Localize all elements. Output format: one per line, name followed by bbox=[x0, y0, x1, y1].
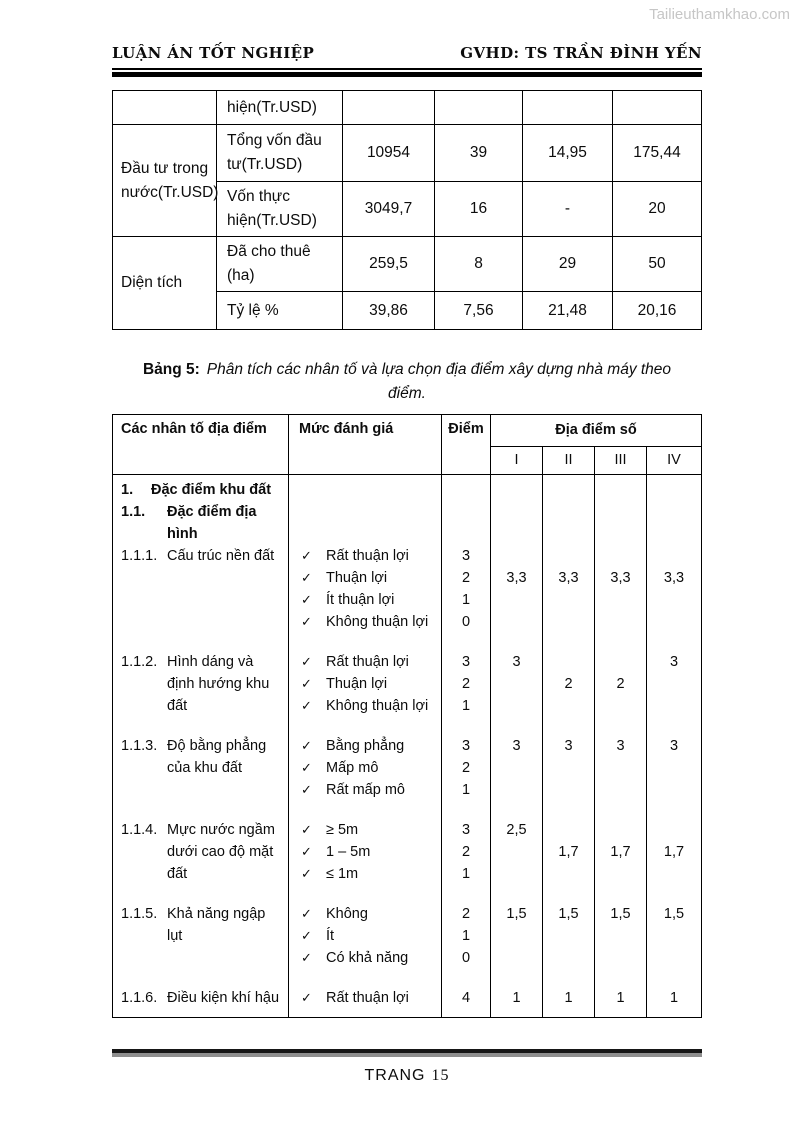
check-icon: ✓ bbox=[301, 782, 312, 797]
check-icon: ✓ bbox=[301, 928, 312, 943]
header-title: LUẬN ÁN TỐT NGHIỆP bbox=[112, 44, 315, 62]
value-cell: 21,48 bbox=[523, 292, 613, 330]
check-icon: ✓ bbox=[301, 866, 312, 881]
value-cell: - bbox=[523, 182, 613, 237]
value-cell: 39,86 bbox=[343, 292, 435, 330]
value-cell: 14,95 bbox=[523, 125, 613, 182]
check-icon: ✓ bbox=[301, 738, 312, 753]
factor-row-1-1-3: 1.1.3. Độ bằng phẳng của khu đất ✓ Bằng phẳng ✓ Mấp mô ✓ Rất mấp mô 3 2 1 3 3 3 3 bbox=[113, 717, 701, 801]
factor-row-1-1-2: 1.1.2. Hình dáng và định hướng khu đất ✓ Rất thuận lợi ✓ Thuận lợi ✓ Không thuận lợi 3 2 1 3 2 2 3 bbox=[113, 633, 701, 717]
section-heading-row: 1. Đặc điểm khu đất bbox=[113, 475, 701, 501]
check-icon: ✓ bbox=[301, 950, 312, 965]
page-number: TRANG 15 bbox=[364, 1067, 450, 1084]
check-icon: ✓ bbox=[301, 990, 312, 1005]
factor-row-1-1-4: 1.1.4. Mực nước ngầm dưới cao độ mặt đất ✓ ≥ 5m ✓ 1 – 5m ✓ ≤ 1m 3 2 1 2,5 1,7 1,7 1,7 bbox=[113, 801, 701, 885]
value-cell: 39 bbox=[435, 125, 523, 182]
value-cell: 175,44 bbox=[613, 125, 702, 182]
col-header-sites: Địa điểm số bbox=[491, 415, 701, 447]
table-row bbox=[113, 237, 702, 292]
desc-cell: Đã cho thuê (ha) bbox=[217, 237, 343, 292]
check-icon: ✓ bbox=[301, 698, 312, 713]
value-cell: 20,16 bbox=[613, 292, 702, 330]
check-icon: ✓ bbox=[301, 654, 312, 669]
desc-cell: Tỷ lệ % bbox=[217, 292, 343, 330]
header-advisor: GVHD: TS TRẦN ĐÌNH YẾN bbox=[460, 44, 702, 62]
desc-cell: hiện(Tr.USD) bbox=[217, 91, 343, 125]
table-row bbox=[113, 91, 702, 125]
value-cell: 50 bbox=[613, 237, 702, 292]
value-cell: 8 bbox=[435, 237, 523, 292]
value-cell: 16 bbox=[435, 182, 523, 237]
footer-rule bbox=[112, 1049, 702, 1057]
desc-cell: Tổng vốn đầu tư(Tr.USD) bbox=[217, 125, 343, 182]
site-header-2: II bbox=[543, 447, 595, 475]
table-row bbox=[113, 125, 702, 182]
check-icon: ✓ bbox=[301, 676, 312, 691]
check-icon: ✓ bbox=[301, 906, 312, 921]
check-icon: ✓ bbox=[301, 822, 312, 837]
value-cell: 3049,7 bbox=[343, 182, 435, 237]
check-icon: ✓ bbox=[301, 614, 312, 629]
col-header-rating: Mức đánh giá bbox=[289, 415, 442, 475]
col-header-factors: Các nhân tố địa điểm bbox=[113, 415, 289, 475]
factors-table-header bbox=[113, 415, 701, 475]
value-cell: 7,56 bbox=[435, 292, 523, 330]
factor-row-1-1-5: 1.1.5. Khả năng ngập lụt ✓ Không ✓ Ít ✓ Có khả năng 2 1 0 1,5 1,5 1,5 1,5 bbox=[113, 885, 701, 969]
value-cell: 10954 bbox=[343, 125, 435, 182]
factors-table bbox=[112, 414, 702, 1018]
value-cell: 29 bbox=[523, 237, 613, 292]
factor-row-1-1-6: 1.1.6. Điều kiện khí hậu ✓ Rất thuận lợi 4 1 1 1 1 bbox=[113, 969, 701, 1017]
check-icon: ✓ bbox=[301, 760, 312, 775]
page-content bbox=[112, 0, 702, 1085]
section-heading-row: 1.1. Đặc điểm địa hình bbox=[113, 501, 701, 545]
col-header-score: Điểm bbox=[442, 415, 491, 475]
value-cell: 259,5 bbox=[343, 237, 435, 292]
check-icon: ✓ bbox=[301, 548, 312, 563]
site-header-4: IV bbox=[647, 447, 701, 475]
site-header-3: III bbox=[595, 447, 647, 475]
empty-cell bbox=[113, 91, 217, 125]
check-icon: ✓ bbox=[301, 570, 312, 585]
check-icon: ✓ bbox=[301, 592, 312, 607]
running-header bbox=[112, 0, 702, 62]
factor-row-1-1-1: 1.1.1. Cấu trúc nền đất ✓ Rất thuận lợi ✓ Thuận lợi ✓ Ít thuận lợi ✓ Không thuận lợi 3 2 1 0 3,3 3,3 3,3 3,3 bbox=[113, 545, 701, 633]
caption-label: Bảng 5: bbox=[142, 361, 200, 378]
investment-table bbox=[112, 90, 702, 330]
site-header-1: I bbox=[491, 447, 543, 475]
desc-cell: Vốn thực hiện(Tr.USD) bbox=[217, 182, 343, 237]
group-label-cell: Đầu tư trong nước(Tr.USD) bbox=[113, 125, 217, 237]
header-rule-thin bbox=[112, 68, 702, 70]
value-cell: 20 bbox=[613, 182, 702, 237]
check-icon: ✓ bbox=[301, 844, 312, 859]
table-caption: Bảng 5: Phân tích các nhân tố và lựa chọn địa điểm xây dựng nhà máy theo điểm. bbox=[142, 361, 672, 402]
watermark: Tailieuthamkhao.com bbox=[649, 6, 790, 23]
header-rule-thick bbox=[112, 72, 702, 77]
group-label-cell: Diện tích bbox=[113, 237, 217, 330]
